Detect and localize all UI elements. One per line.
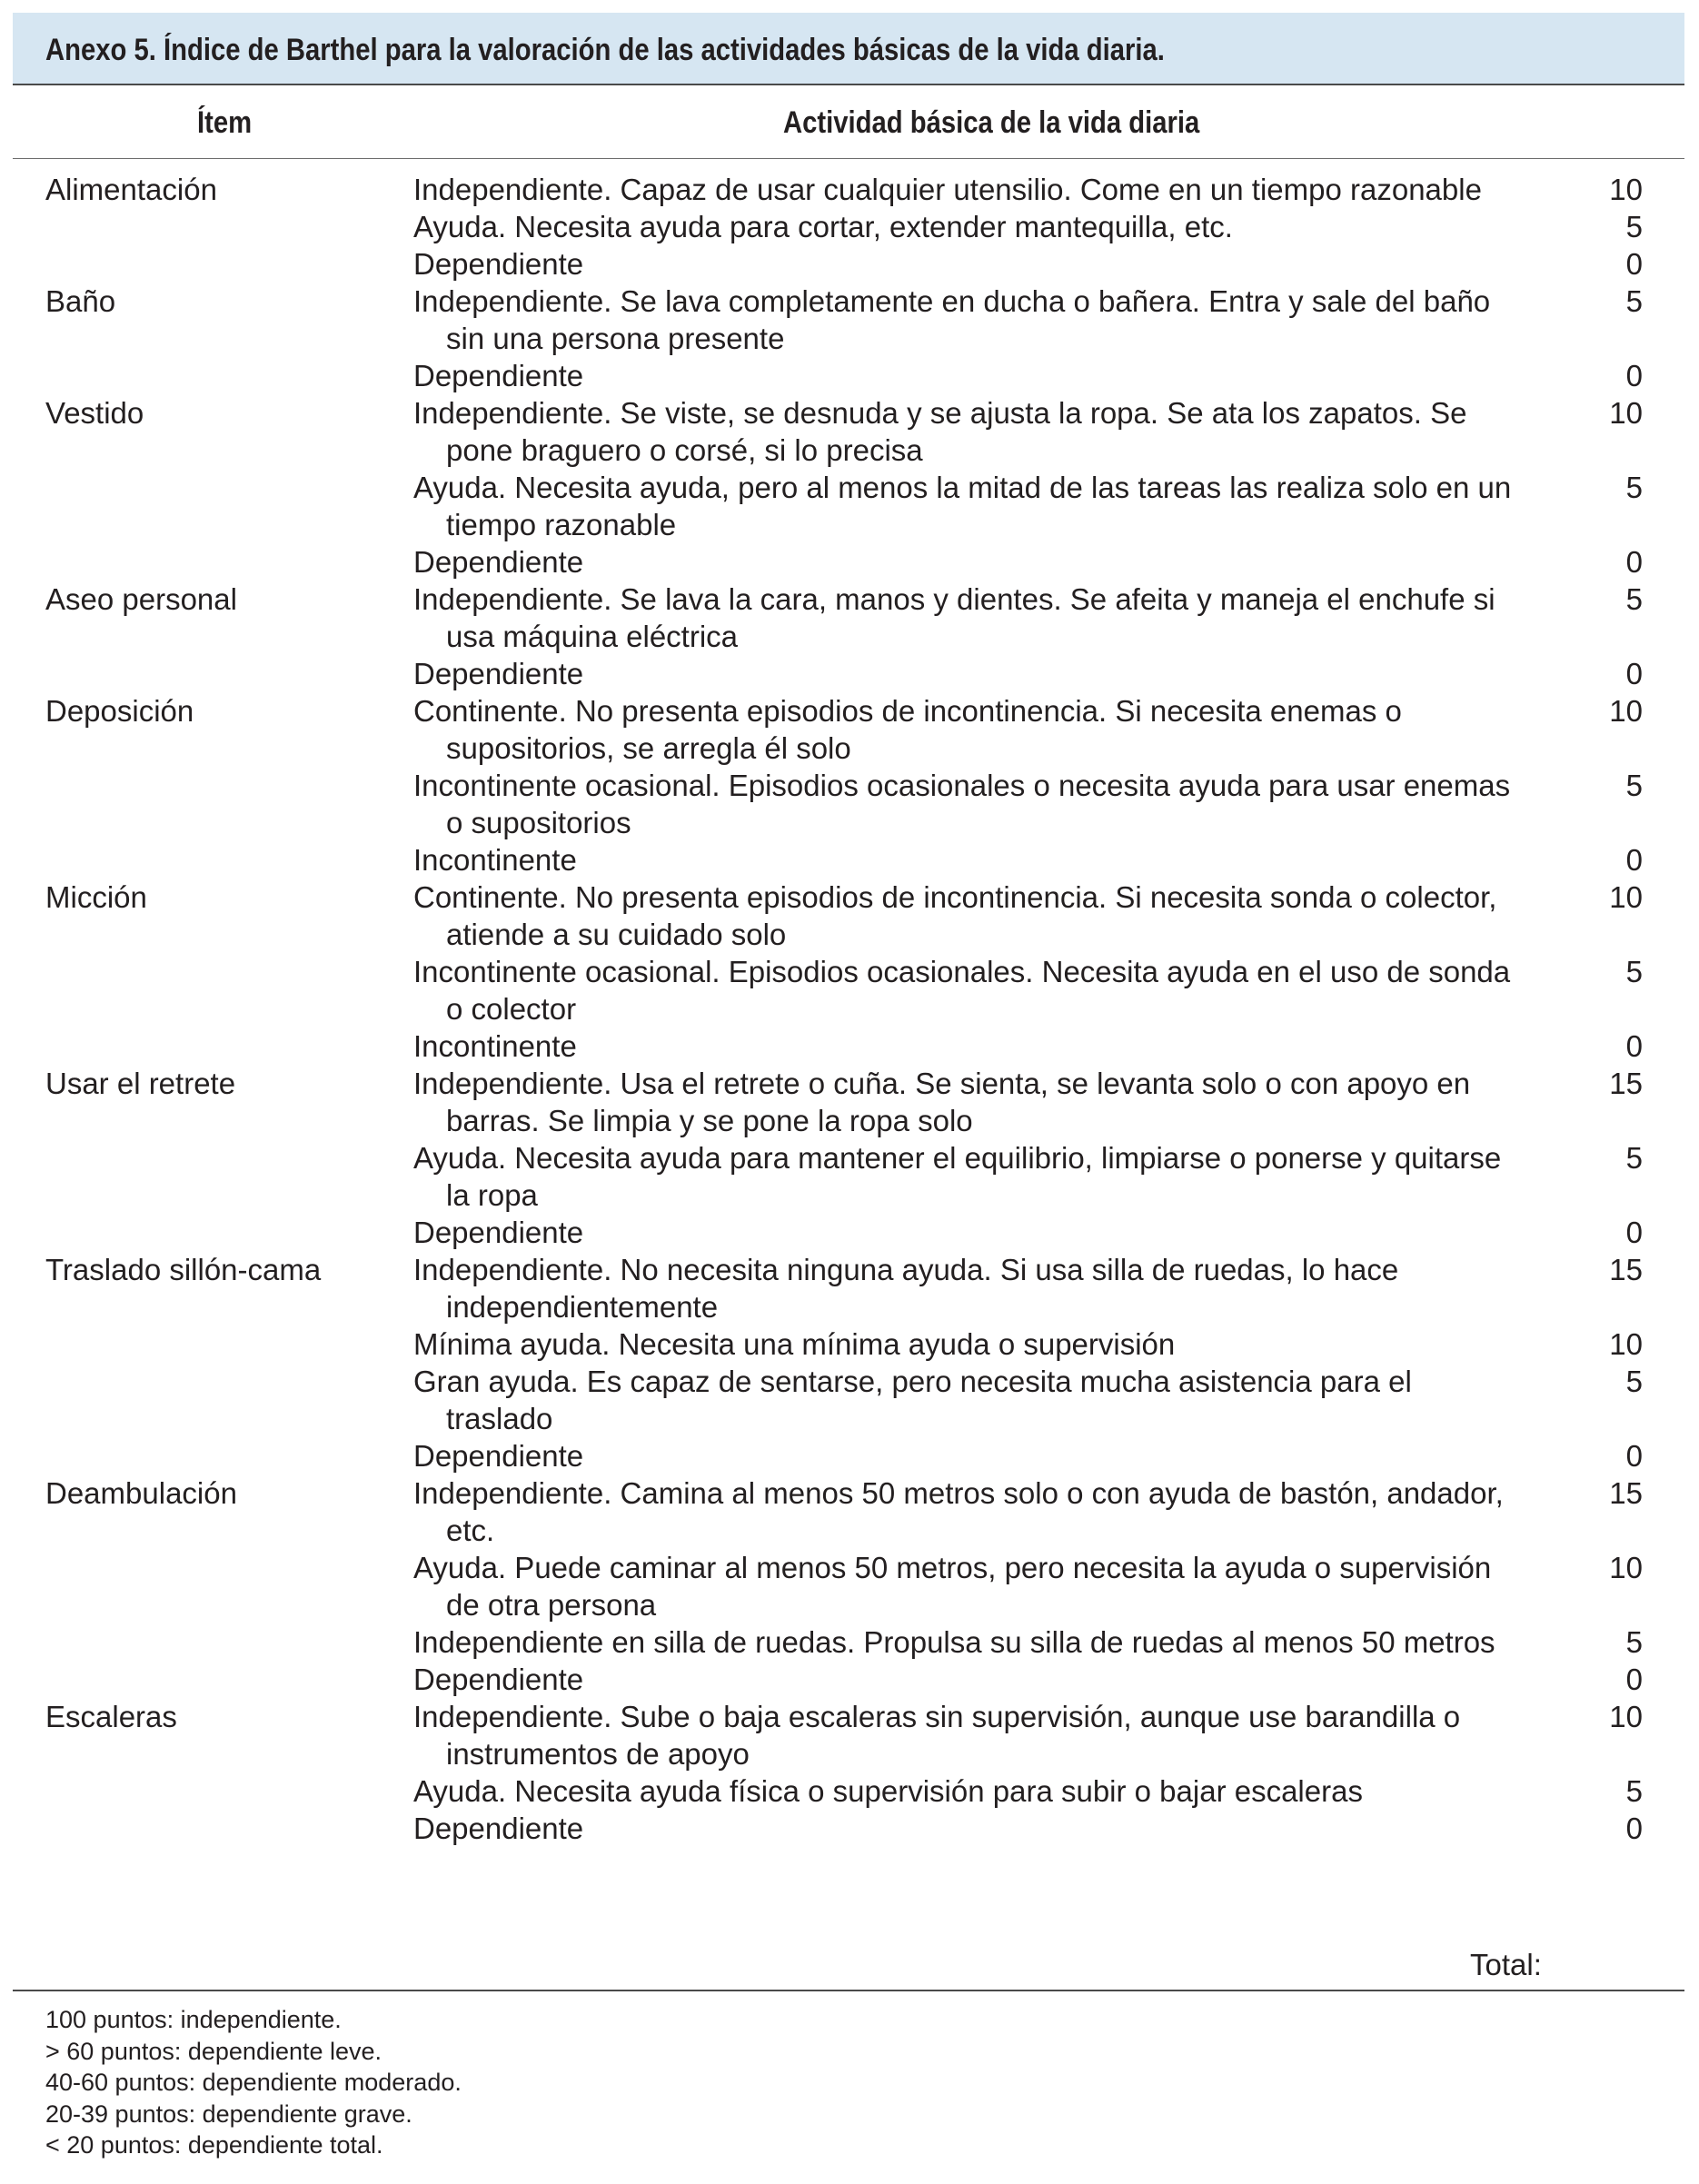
option-list bbox=[397, 171, 1699, 283]
option-text: Ayuda. Puede caminar al menos 50 metros, pero necesita la ayuda o supervisión de otra persona bbox=[413, 1551, 1492, 1622]
option-text: Dependiente bbox=[413, 657, 584, 690]
option-text: Dependiente bbox=[413, 1663, 584, 1696]
option-row bbox=[397, 841, 1699, 879]
table-row bbox=[0, 394, 1699, 581]
option-text: Dependiente bbox=[413, 359, 584, 392]
option-list bbox=[397, 581, 1699, 692]
option-text: Continente. No presenta episodios de incontinencia. Si necesita sonda o colector, atiende a su cuidado solo bbox=[413, 880, 1497, 951]
option-score: 10 bbox=[1609, 880, 1643, 914]
option-text: Independiente. Capaz de usar cualquier utensilio. Come en un tiempo razonable bbox=[413, 173, 1482, 206]
title-bar bbox=[13, 13, 1684, 85]
option-score: 5 bbox=[1625, 1625, 1643, 1659]
option-text: Continente. No presenta episodios de incontinencia. Si necesita enemas o supositorios, se arregla él solo bbox=[413, 694, 1402, 765]
option-text: Independiente. No necesita ninguna ayuda. Si usa silla de ruedas, lo hace independientemente bbox=[413, 1253, 1399, 1324]
footnote-line: > 60 puntos: dependiente leve. bbox=[45, 2037, 383, 2065]
table-row bbox=[0, 171, 1699, 283]
option-score: 5 bbox=[1625, 955, 1643, 988]
option-score: 5 bbox=[1625, 284, 1643, 318]
total-row bbox=[0, 1946, 1699, 1986]
option-text: Ayuda. Necesita ayuda, pero al menos la mitad de las tareas las realiza solo en un tiempo razonable bbox=[413, 471, 1512, 541]
option-text: Independiente en silla de ruedas. Propulsa su silla de ruedas al menos 50 metros bbox=[413, 1625, 1495, 1659]
item-name: Escaleras bbox=[45, 1700, 177, 1733]
option-score: 5 bbox=[1625, 1141, 1643, 1175]
option-row bbox=[397, 953, 1699, 1027]
option-row bbox=[397, 208, 1699, 245]
option-text: Ayuda. Necesita ayuda para mantener el equilibrio, limpiarse o ponerse y quitarse la ropa bbox=[413, 1141, 1502, 1212]
option-score: 0 bbox=[1625, 545, 1643, 579]
table-row bbox=[0, 1065, 1699, 1251]
option-score: 10 bbox=[1609, 1551, 1643, 1584]
table-row bbox=[0, 283, 1699, 394]
option-text: Dependiente bbox=[413, 247, 584, 281]
option-score: 0 bbox=[1625, 1663, 1643, 1696]
item-name: Alimentación bbox=[45, 173, 217, 206]
item-name: Aseo personal bbox=[45, 582, 237, 616]
option-score: 10 bbox=[1609, 1700, 1643, 1733]
option-text: Independiente. Usa el retrete o cuña. Se sienta, se levanta solo o con apoyo en barras. Se limpia y se pone la ropa solo bbox=[413, 1067, 1471, 1137]
option-score: 0 bbox=[1625, 1812, 1643, 1845]
option-text: Incontinente bbox=[413, 843, 577, 877]
option-row bbox=[397, 1214, 1699, 1251]
option-row bbox=[397, 1065, 1699, 1139]
table-row bbox=[0, 879, 1699, 1065]
option-score: 5 bbox=[1625, 1774, 1643, 1808]
option-list bbox=[397, 692, 1699, 879]
option-list bbox=[397, 394, 1699, 581]
option-text: Dependiente bbox=[413, 1216, 584, 1249]
option-row bbox=[397, 245, 1699, 283]
option-row bbox=[397, 1139, 1699, 1214]
option-score: 0 bbox=[1625, 359, 1643, 392]
option-row bbox=[397, 1661, 1699, 1698]
option-score: 15 bbox=[1609, 1476, 1643, 1510]
option-row bbox=[397, 1251, 1699, 1325]
option-row bbox=[397, 469, 1699, 543]
option-text: Ayuda. Necesita ayuda para cortar, extender mantequilla, etc. bbox=[413, 210, 1233, 243]
option-row bbox=[397, 1623, 1699, 1661]
option-list bbox=[397, 1065, 1699, 1251]
footnote-line: 20-39 puntos: dependiente grave. bbox=[45, 2100, 412, 2128]
option-row bbox=[397, 1325, 1699, 1363]
option-text: Incontinente ocasional. Episodios ocasionales. Necesita ayuda en el uso de sonda o colector bbox=[413, 955, 1511, 1026]
item-name: Usar el retrete bbox=[45, 1067, 236, 1100]
option-row bbox=[397, 767, 1699, 841]
option-row bbox=[397, 1027, 1699, 1065]
option-score: 5 bbox=[1625, 582, 1643, 616]
item-name: Deambulación bbox=[45, 1476, 237, 1510]
item-name: Vestido bbox=[45, 396, 144, 430]
option-text: Independiente. Se lava la cara, manos y dientes. Se afeita y maneja el enchufe si usa máquina eléctrica bbox=[413, 582, 1495, 653]
option-row bbox=[397, 1549, 1699, 1623]
total-label: Total: bbox=[1470, 1948, 1542, 1981]
option-row bbox=[397, 283, 1699, 357]
item-name: Deposición bbox=[45, 694, 194, 728]
footnotes bbox=[45, 2004, 462, 2161]
option-score: 0 bbox=[1625, 843, 1643, 877]
table-body bbox=[0, 171, 1699, 1847]
table-row bbox=[0, 1251, 1699, 1474]
option-row bbox=[397, 692, 1699, 767]
table-row bbox=[0, 581, 1699, 692]
option-text: Ayuda. Necesita ayuda física o supervisión para subir o bajar escaleras bbox=[413, 1774, 1363, 1808]
option-text: Incontinente bbox=[413, 1029, 577, 1063]
option-score: 0 bbox=[1625, 1216, 1643, 1249]
option-list bbox=[397, 1698, 1699, 1847]
option-text: Dependiente bbox=[413, 545, 584, 579]
table-row bbox=[0, 1474, 1699, 1698]
option-score: 10 bbox=[1609, 1327, 1643, 1361]
option-text: Independiente. Se lava completamente en ducha o bañera. Entra y sale del baño sin una persona presente bbox=[413, 284, 1491, 355]
item-name: Baño bbox=[45, 284, 116, 318]
option-text: Mínima ayuda. Necesita una mínima ayuda o supervisión bbox=[413, 1327, 1176, 1361]
option-row bbox=[397, 1810, 1699, 1847]
table-header bbox=[13, 85, 1684, 159]
option-score: 0 bbox=[1625, 1029, 1643, 1063]
option-list bbox=[397, 1474, 1699, 1698]
option-row bbox=[397, 1363, 1699, 1437]
footnote-line: < 20 puntos: dependiente total. bbox=[45, 2131, 383, 2159]
header-item: Ítem bbox=[197, 105, 253, 140]
option-row bbox=[397, 1474, 1699, 1549]
option-score: 15 bbox=[1609, 1067, 1643, 1100]
option-text: Independiente. Sube o baja escaleras sin supervisión, aunque use barandilla o instrumentos de apoyo bbox=[413, 1700, 1461, 1771]
option-row bbox=[397, 171, 1699, 208]
option-row bbox=[397, 879, 1699, 953]
option-text: Independiente. Camina al menos 50 metros solo o con ayuda de bastón, andador, etc. bbox=[413, 1476, 1504, 1547]
option-text: Gran ayuda. Es capaz de sentarse, pero necesita mucha asistencia para el traslado bbox=[413, 1365, 1412, 1435]
header-activity: Actividad básica de la vida diaria bbox=[783, 105, 1200, 140]
table-row bbox=[0, 1698, 1699, 1847]
table-title: Anexo 5. Índice de Barthel para la valoración de las actividades básicas de la vida diaria. bbox=[45, 33, 1165, 67]
option-row bbox=[397, 1698, 1699, 1772]
option-score: 5 bbox=[1625, 210, 1643, 243]
option-score: 10 bbox=[1609, 173, 1643, 206]
option-text: Incontinente ocasional. Episodios ocasionales o necesita ayuda para usar enemas o supositorios bbox=[413, 769, 1511, 839]
table-row bbox=[0, 692, 1699, 879]
option-score: 0 bbox=[1625, 247, 1643, 281]
option-list bbox=[397, 1251, 1699, 1474]
option-score: 15 bbox=[1609, 1253, 1643, 1286]
bottom-rule bbox=[13, 1990, 1684, 1991]
item-name: Micción bbox=[45, 880, 147, 914]
option-text: Dependiente bbox=[413, 1439, 584, 1473]
option-score: 10 bbox=[1609, 694, 1643, 728]
option-list bbox=[397, 283, 1699, 394]
option-list bbox=[397, 879, 1699, 1065]
option-score: 10 bbox=[1609, 396, 1643, 430]
item-name: Traslado sillón-cama bbox=[45, 1253, 322, 1286]
option-score: 0 bbox=[1625, 1439, 1643, 1473]
option-score: 0 bbox=[1625, 657, 1643, 690]
option-row bbox=[397, 655, 1699, 692]
option-score: 5 bbox=[1625, 471, 1643, 504]
option-row bbox=[397, 543, 1699, 581]
option-text: Dependiente bbox=[413, 1812, 584, 1845]
option-score: 5 bbox=[1625, 769, 1643, 802]
footnote-line: 40-60 puntos: dependiente moderado. bbox=[45, 2069, 462, 2096]
option-score: 5 bbox=[1625, 1365, 1643, 1398]
option-row bbox=[397, 357, 1699, 394]
option-row bbox=[397, 581, 1699, 655]
option-text: Independiente. Se viste, se desnuda y se ajusta la ropa. Se ata los zapatos. Se pone braguero o corsé, si lo precisa bbox=[413, 396, 1467, 467]
option-row bbox=[397, 394, 1699, 469]
footnote-line: 100 puntos: independiente. bbox=[45, 2006, 342, 2033]
option-row bbox=[397, 1772, 1699, 1810]
option-row bbox=[397, 1437, 1699, 1474]
